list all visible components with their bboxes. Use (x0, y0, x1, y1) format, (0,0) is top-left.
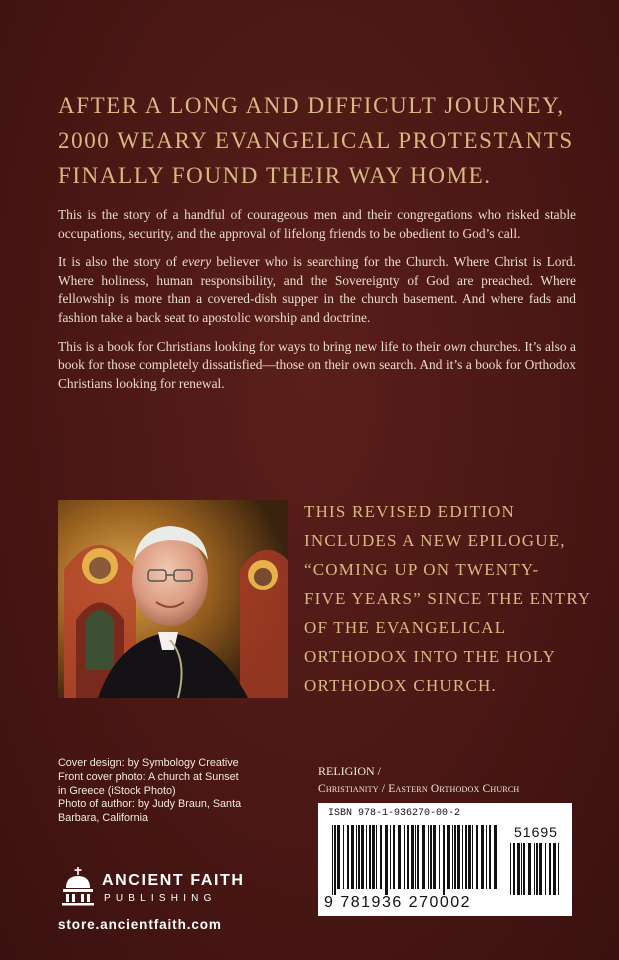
headline (58, 88, 588, 193)
barcode-bars-main (332, 825, 500, 895)
publisher-subtitle: PUBLISHING (104, 893, 217, 904)
text-run: It is also the story of (58, 254, 183, 270)
edition-note (304, 497, 594, 700)
edition-line-3: “COMING UP ON TWENTY- (304, 560, 540, 579)
category-line-1: RELIGION / (318, 764, 381, 778)
edition-line-2: INCLUDES A NEW EPILOGUE, (304, 531, 566, 550)
edition-line-6: ORTHODOX INTO THE HOLY (304, 647, 557, 666)
headline-line-3: FINALLY FOUND THEIR WAY HOME. (58, 163, 492, 188)
barcode-digits: 9 781936 270002 (324, 894, 472, 911)
credits (58, 757, 288, 826)
emphasis: every (182, 254, 212, 270)
edition-line-5: OF THE EVANGELICAL (304, 618, 507, 637)
headline-line-1: AFTER A LONG AND DIFFICULT JOURNEY, (58, 93, 565, 118)
isbn-label: ISBN 978-1-936270-00-2 (328, 808, 461, 819)
credit-line-5: Barbara, California (58, 812, 149, 825)
blurb (58, 206, 576, 403)
headline-line-2: 2000 WEARY EVANGELICAL PROTESTANTS (58, 128, 574, 153)
blurb-paragraph-1: This is the story of a handful of courageous men and their congregations who risked stable occupations, security, and the approval of lifelong friends to be obedient to God’s call. (58, 207, 576, 241)
credit-line-2: Front cover photo: A church at Sunset (58, 770, 239, 783)
edition-line-7: ORTHODOX CHURCH. (304, 676, 497, 695)
text-run: believer who is searching for the Church. Where Christ is Lord. Where holiness, human responsibility, and the Sovereignty of God are preached. Where fellowship is more than a covered-dish supper in the church basement. And where fads and fashion take a back seat to apostolic worship and doctrine. (58, 254, 577, 325)
bisac-category (318, 762, 608, 798)
blurb-paragraph-3 (58, 338, 576, 394)
blurb-paragraph-2 (58, 253, 576, 327)
church-dome-icon (60, 866, 96, 906)
category-line-2: Christianity / Eastern Orthodox Church (318, 783, 520, 795)
price-code: 51695 (514, 824, 558, 840)
author-photo (58, 500, 288, 698)
store-url: store.ancientfaith.com (58, 917, 222, 932)
emphasis: own (444, 338, 467, 354)
edition-line-4: FIVE YEARS” SINCE THE ENTRY (304, 589, 592, 608)
credit-line-4: Photo of author: by Judy Braun, Santa (58, 798, 242, 811)
barcode-bars-addon (510, 843, 562, 901)
isbn-barcode (318, 803, 572, 916)
publisher-logo (58, 866, 278, 910)
edition-line-1: THIS REVISED EDITION (304, 502, 515, 521)
credit-line-3: in Greece (iStock Photo) (58, 784, 176, 797)
publisher-name: ANCIENT FAITH (102, 872, 245, 889)
credit-line-1: Cover design: by Symbology Creative (58, 757, 239, 769)
text-run: This is a book for Christians looking for ways to bring new life to their (58, 338, 445, 354)
text-run: churches. It’s also a book for those completely dissatisfied—those on their own search. And it’s a book for Orthodox Christians looking for renewal. (58, 338, 576, 391)
